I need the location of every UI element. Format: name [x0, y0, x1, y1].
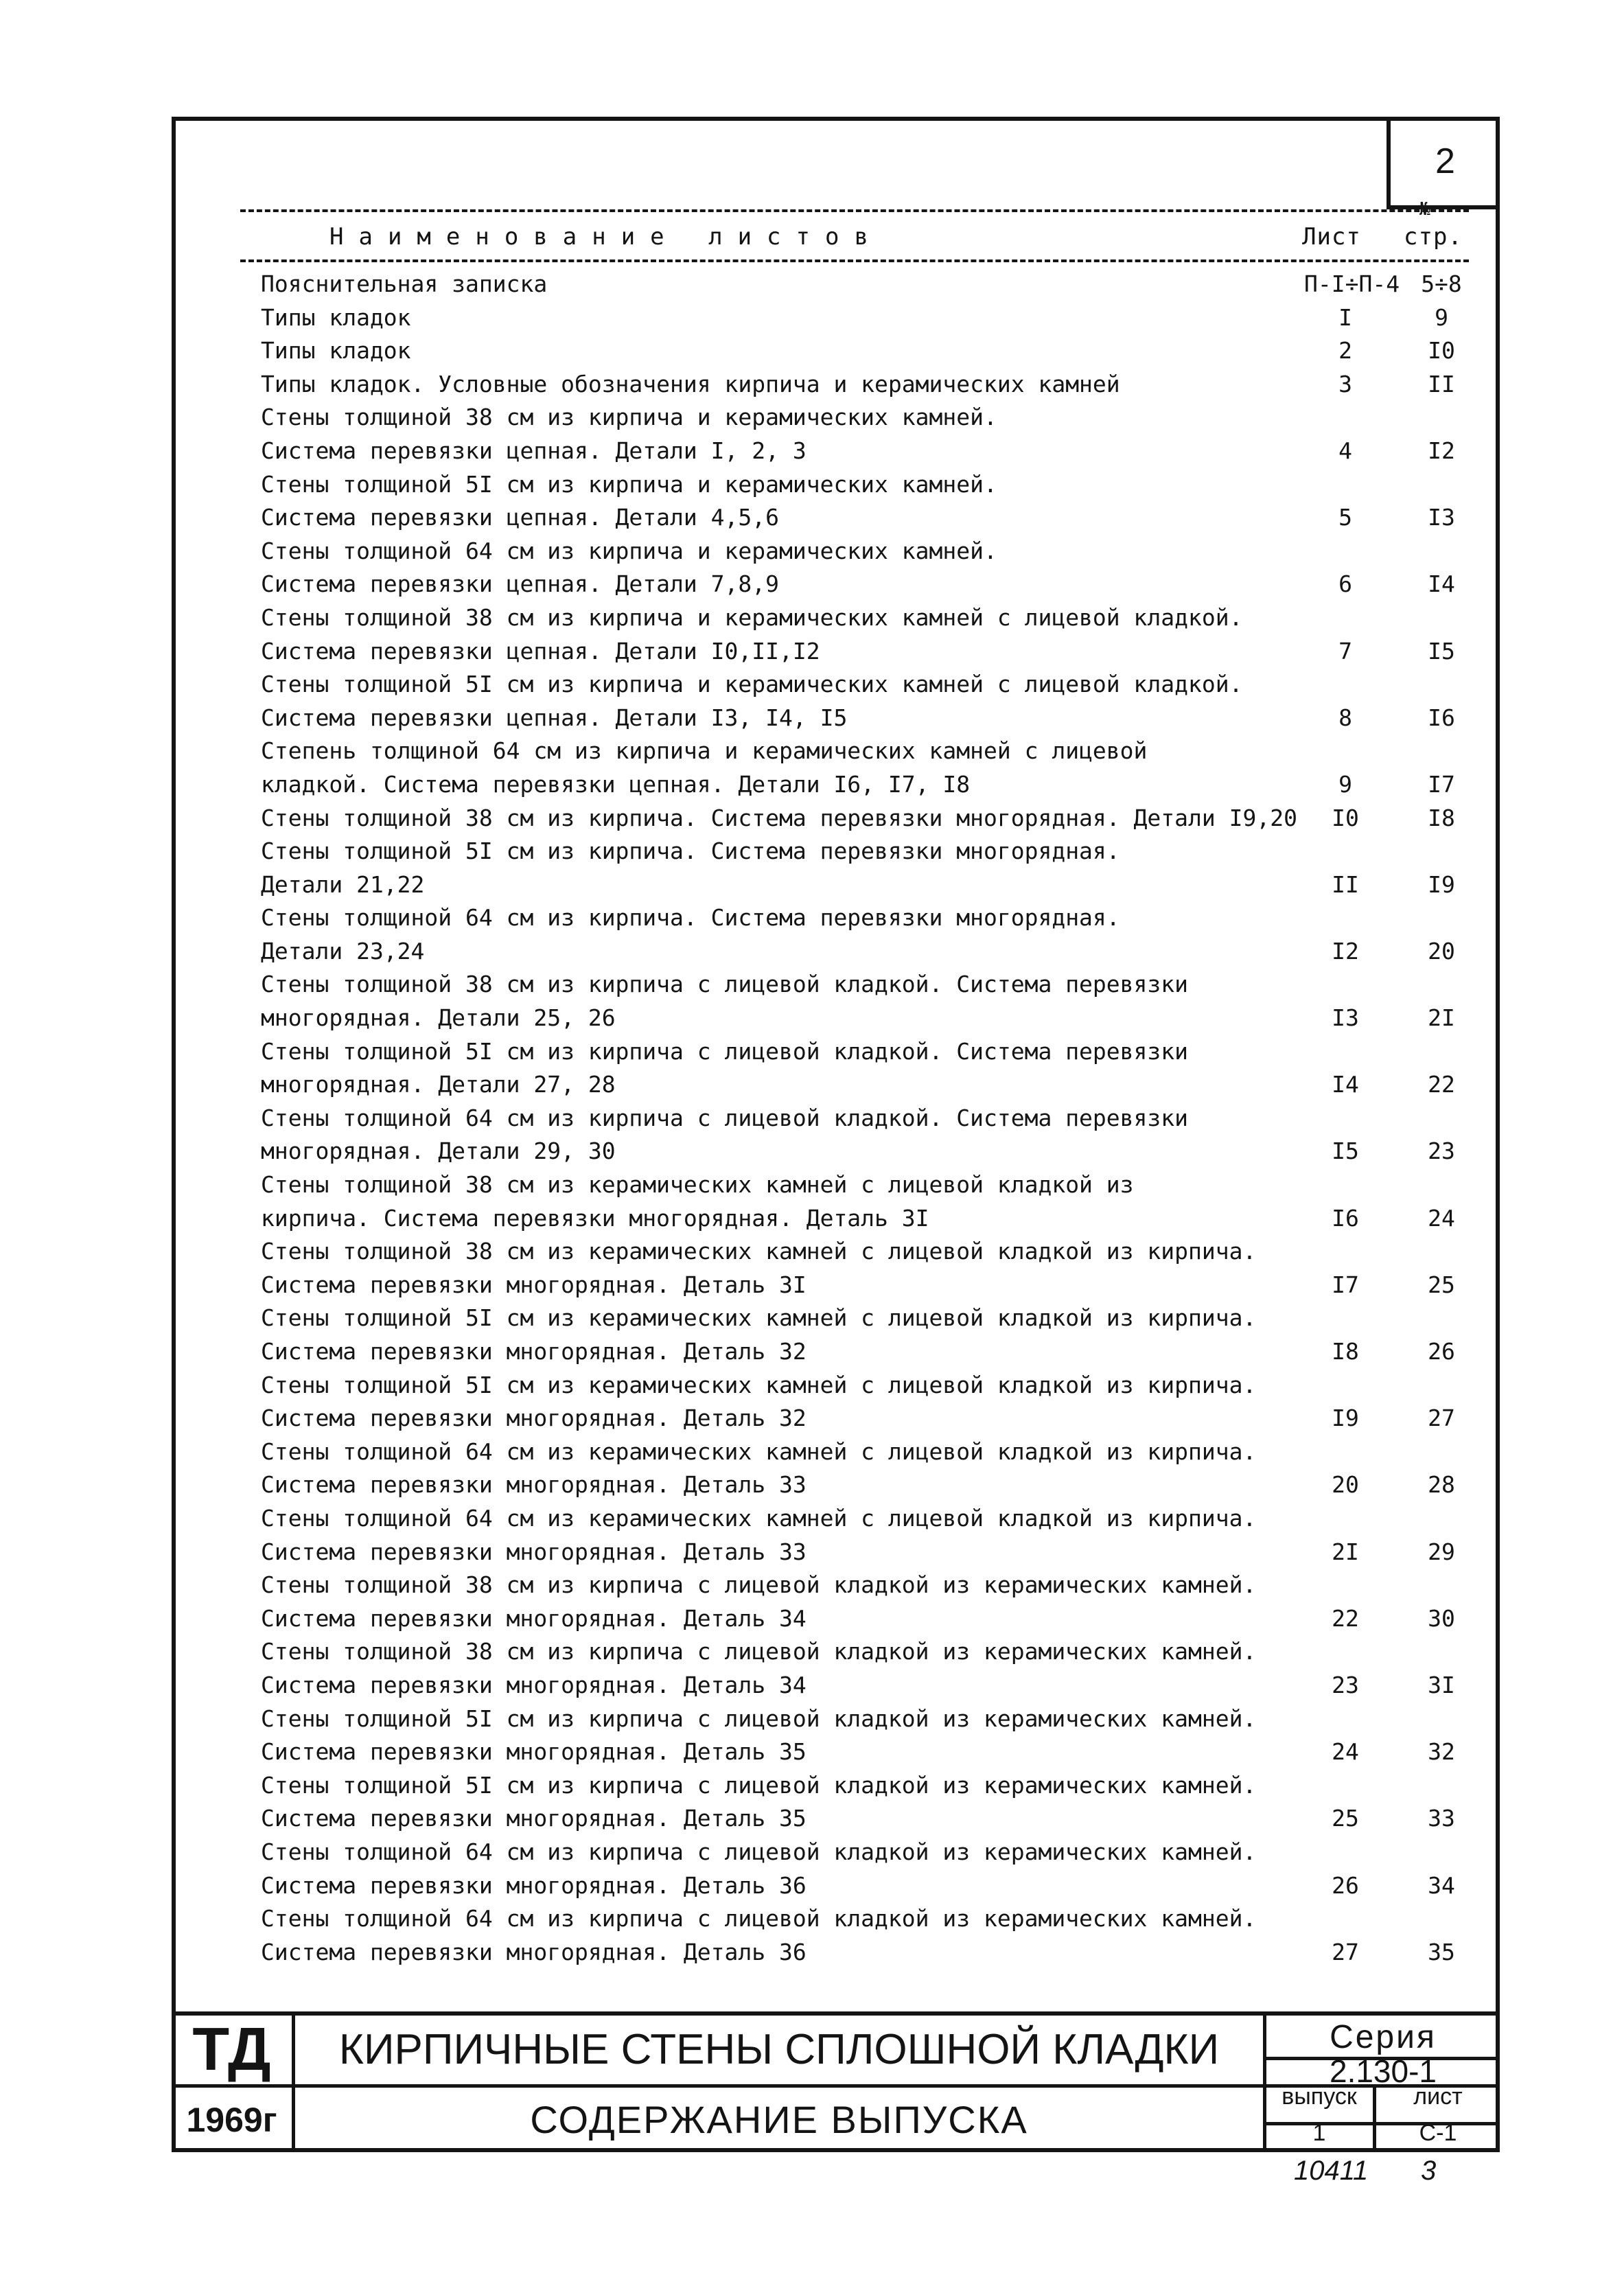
contents-row — [261, 1002, 1489, 1035]
page-stamp: 3 — [1421, 2156, 1437, 2186]
row-page: 29 — [1428, 1538, 1455, 1565]
row-page: 34 — [1428, 1871, 1455, 1899]
contents-row — [261, 1602, 1489, 1636]
issue-label: выпуск — [1281, 2084, 1357, 2110]
contents-row — [261, 1836, 1489, 1869]
contents-row — [261, 868, 1489, 902]
header-page: стр. — [1404, 223, 1463, 251]
contents-row — [261, 1369, 1489, 1403]
row-title: Стены толщиной 5I см из кирпича. Система перевязки многорядная. — [261, 838, 1120, 865]
row-title: Система перевязки многорядная. Деталь 36 — [261, 1871, 807, 1899]
header-name: Наименование листов — [329, 223, 883, 251]
row-title: Стены толщиной 38 см из керамических камней с лицевой кладкой из — [261, 1171, 1134, 1199]
row-page: I3 — [1428, 504, 1455, 531]
row-sheet: 2I — [1332, 1538, 1359, 1565]
row-title: Стены толщиной 38 см из кирпича. Система перевязки многорядная. Детали I9,20 — [261, 804, 1297, 831]
row-title: Стены толщиной 5I см из керамических камней с лицевой кладкой из кирпича. — [261, 1304, 1257, 1332]
row-title: Система перевязки цепная. Детали 4,5,6 — [261, 504, 779, 531]
row-title: Стены толщиной 64 см из керамических камней с лицевой кладкой из кирпича. — [261, 1504, 1257, 1532]
row-title: Стены толщиной 5I см из керамических камней с лицевой кладкой из кирпича. — [261, 1371, 1257, 1398]
contents-row — [261, 501, 1489, 535]
contents-list — [261, 268, 1489, 1969]
row-sheet: 20 — [1332, 1471, 1359, 1499]
row-title: Стены толщиной 38 см из кирпича и керамических камней. — [261, 404, 997, 431]
row-title: Стены толщиной 64 см из кирпича с лицевой кладкой. Система перевязки — [261, 1104, 1189, 1131]
row-sheet: I5 — [1332, 1138, 1359, 1165]
row-title: Стены толщиной 5I см из кирпича с лицевой кладкой из керамических камней. — [261, 1771, 1257, 1799]
contents-row — [261, 1335, 1489, 1369]
row-sheet: 5 — [1338, 504, 1352, 531]
row-sheet: 8 — [1338, 704, 1352, 731]
issue-value: 1 — [1312, 2120, 1326, 2146]
row-title: Типы кладок — [261, 337, 411, 365]
contents-row — [261, 334, 1489, 368]
contents-row — [261, 1635, 1489, 1669]
row-title: Стены толщиной 38 см из керамических камней с лицевой кладкой из кирпича. — [261, 1238, 1257, 1265]
row-title: Стены толщиной 5I см из кирпича и керамических камней. — [261, 470, 997, 498]
row-page: 24 — [1428, 1204, 1455, 1232]
row-sheet: I4 — [1332, 1071, 1359, 1098]
row-sheet: 25 — [1332, 1805, 1359, 1832]
row-page: 2I — [1428, 1004, 1455, 1032]
row-sheet: I9 — [1332, 1405, 1359, 1432]
row-title: Стены толщиной 5I см из кирпича с лицевой кладкой. Система перевязки — [261, 1037, 1189, 1065]
contents-row — [261, 1435, 1489, 1469]
row-page: 20 — [1428, 937, 1455, 965]
contents-row — [261, 1302, 1489, 1335]
row-title: Стены толщиной 5I см из кирпича с лицевой кладкой из керамических камней. — [261, 1705, 1257, 1732]
row-title: Стены толщиной 5I см из кирпича и керамических камней с лицевой кладкой. — [261, 671, 1243, 698]
row-title: Система перевязки многорядная. Деталь 33 — [261, 1471, 807, 1499]
row-page: 5÷8 — [1421, 270, 1462, 297]
row-title: Стены толщиной 38 см из кирпича и керамических камней с лицевой кладкой. — [261, 603, 1243, 631]
row-title: кирпича. Система перевязки многорядная. Деталь 3I — [261, 1204, 929, 1232]
contents-row — [261, 1669, 1489, 1703]
contents-row — [261, 1235, 1489, 1269]
contents-row — [261, 1102, 1489, 1135]
row-page: 28 — [1428, 1471, 1455, 1499]
contents-row — [261, 668, 1489, 702]
row-page: 35 — [1428, 1938, 1455, 1965]
row-page: 22 — [1428, 1071, 1455, 1098]
row-page: 26 — [1428, 1338, 1455, 1365]
contents-row — [261, 1135, 1489, 1168]
row-title: многорядная. Детали 27, 28 — [261, 1071, 616, 1098]
document-title: КИРПИЧНЫЕ СТЕНЫ СПЛОШНОЙ КЛАДКИ — [338, 2025, 1220, 2073]
row-page: I5 — [1428, 637, 1455, 665]
row-title: Детали 21,22 — [261, 870, 425, 898]
row-title: Степень толщиной 64 см из кирпича и керамических камней с лицевой — [261, 737, 1148, 765]
row-sheet: 27 — [1332, 1938, 1359, 1965]
row-page: I6 — [1428, 704, 1455, 731]
contents-row — [261, 601, 1489, 635]
row-title: Система перевязки многорядная. Деталь 3I — [261, 1271, 807, 1298]
contents-row — [261, 1502, 1489, 1536]
row-sheet: 2 — [1338, 337, 1352, 365]
row-sheet: I0 — [1332, 804, 1359, 831]
row-page: 27 — [1428, 1405, 1455, 1432]
contents-row — [261, 835, 1489, 868]
row-title: Пояснительная записка — [261, 270, 548, 297]
contents-row — [261, 702, 1489, 735]
row-sheet: 4 — [1338, 437, 1352, 464]
org-mark: ТД — [192, 2015, 271, 2083]
row-title: Детали 23,24 — [261, 937, 425, 965]
contents-row — [261, 935, 1489, 969]
contents-row — [261, 1168, 1489, 1202]
contents-row — [261, 568, 1489, 601]
row-title: Система перевязки многорядная. Деталь 34 — [261, 1604, 807, 1632]
row-sheet: 24 — [1332, 1738, 1359, 1766]
row-sheet: П-I÷П-4 — [1304, 270, 1400, 297]
row-sheet: I7 — [1332, 1271, 1359, 1298]
row-title: Система перевязки многорядная. Деталь 32 — [261, 1405, 807, 1432]
row-page: I0 — [1428, 337, 1455, 365]
row-page: I7 — [1428, 770, 1455, 798]
row-title: Стены толщиной 64 см из кирпича и керамических камней. — [261, 537, 997, 564]
row-title: многорядная. Детали 29, 30 — [261, 1138, 616, 1165]
contents-row — [261, 1869, 1489, 1903]
row-sheet: 23 — [1332, 1671, 1359, 1698]
row-sheet: 6 — [1338, 570, 1352, 598]
contents-row — [261, 301, 1489, 335]
row-page: 9 — [1435, 303, 1448, 331]
row-sheet: I2 — [1332, 937, 1359, 965]
row-title: Система перевязки цепная. Детали I3, I4, I5 — [261, 704, 848, 731]
row-title: Система перевязки многорядная. Деталь 34 — [261, 1671, 807, 1698]
row-page: I2 — [1428, 437, 1455, 464]
contents-row — [261, 768, 1489, 802]
row-title: кладкой. Система перевязки цепная. Детали I6, I7, I8 — [261, 770, 971, 798]
row-page: 30 — [1428, 1604, 1455, 1632]
header-number-sign: № — [1419, 199, 1430, 220]
row-sheet: I3 — [1332, 1004, 1359, 1032]
row-page: II — [1428, 370, 1455, 397]
row-page: I4 — [1428, 570, 1455, 598]
contents-row — [261, 1569, 1489, 1602]
contents-row — [261, 468, 1489, 502]
row-title: Система перевязки цепная. Детали I0,II,I2 — [261, 637, 820, 665]
row-title: Система перевязки многорядная. Деталь 35 — [261, 1738, 807, 1766]
row-page: 32 — [1428, 1738, 1455, 1766]
row-title: Система перевязки многорядная. Деталь 33 — [261, 1538, 807, 1565]
row-page: 33 — [1428, 1805, 1455, 1832]
row-sheet: 22 — [1332, 1604, 1359, 1632]
row-title: Стены толщиной 64 см из кирпича с лицевой кладкой из керамических камней. — [261, 1905, 1257, 1932]
row-title: Система перевязки многорядная. Деталь 35 — [261, 1805, 807, 1832]
row-sheet: I — [1338, 303, 1352, 331]
contents-row — [261, 735, 1489, 768]
row-title: Стены толщиной 64 см из кирпича. Система перевязки многорядная. — [261, 904, 1120, 932]
row-title: Типы кладок. Условные обозначения кирпича и керамических камней — [261, 370, 1120, 397]
row-title: Система перевязки многорядная. Деталь 32 — [261, 1338, 807, 1365]
row-sheet: I6 — [1332, 1204, 1359, 1232]
contents-row — [261, 368, 1489, 402]
contents-row — [261, 1536, 1489, 1569]
row-title: Система перевязки многорядная. Деталь 36 — [261, 1938, 807, 1965]
contents-row — [261, 1769, 1489, 1803]
contents-row — [261, 1936, 1489, 1970]
contents-row — [261, 535, 1489, 568]
row-page: 3I — [1428, 1671, 1455, 1698]
row-title: Система перевязки цепная. Детали 7,8,9 — [261, 570, 779, 598]
inventory-stamp: 10411 — [1294, 2156, 1369, 2186]
series-label: Серия — [1330, 2019, 1437, 2055]
row-title: Стены толщиной 38 см из кирпича с лицевой кладкой из керамических камней. — [261, 1638, 1257, 1665]
series-value: 2.130-1 — [1329, 2053, 1437, 2089]
row-title: Стены толщиной 38 см из кирпича с лицевой кладкой из керамических камней. — [261, 1571, 1257, 1599]
contents-row — [261, 1735, 1489, 1769]
contents-row — [261, 1035, 1489, 1069]
row-sheet: 9 — [1338, 770, 1352, 798]
contents-row — [261, 401, 1489, 435]
document-subtitle: СОДЕРЖАНИЕ ВЫПУСКА — [530, 2098, 1028, 2141]
header-sheet: Лист — [1302, 223, 1361, 251]
row-title: Система перевязки цепная. Детали I, 2, 3 — [261, 437, 807, 464]
row-page: 25 — [1428, 1271, 1455, 1298]
row-title: Стены толщиной 64 см из керамических камней с лицевой кладкой из кирпича. — [261, 1438, 1257, 1465]
row-sheet: II — [1332, 870, 1359, 898]
contents-row — [261, 968, 1489, 1002]
row-sheet: 26 — [1332, 1871, 1359, 1899]
contents-row — [261, 1802, 1489, 1836]
row-page: 23 — [1428, 1138, 1455, 1165]
row-title: многорядная. Детали 25, 26 — [261, 1004, 616, 1032]
contents-row — [261, 1202, 1489, 1236]
header-bottom-rule — [240, 259, 1469, 262]
row-title: Стены толщиной 64 см из кирпича с лицевой кладкой из керамических камней. — [261, 1838, 1257, 1865]
row-sheet: I8 — [1332, 1338, 1359, 1365]
contents-row — [261, 802, 1489, 835]
row-title: Типы кладок — [261, 303, 411, 331]
sheet-value: С-1 — [1419, 2120, 1457, 2146]
row-sheet: 7 — [1338, 637, 1352, 665]
page-number: 2 — [1435, 141, 1455, 181]
page-number-box — [1387, 117, 1500, 209]
row-title: Стены толщиной 38 см из кирпича с лицевой кладкой. Система перевязки — [261, 971, 1189, 998]
contents-row — [261, 1468, 1489, 1502]
contents-row — [261, 901, 1489, 935]
year: 1969г — [186, 2100, 277, 2139]
row-page: I9 — [1428, 870, 1455, 898]
contents-row — [261, 1068, 1489, 1102]
contents-row — [261, 1269, 1489, 1302]
contents-row — [261, 435, 1489, 468]
row-sheet: 3 — [1338, 370, 1352, 397]
contents-row — [261, 268, 1489, 301]
row-page: I8 — [1428, 804, 1455, 831]
sheet-label: лист — [1413, 2084, 1463, 2110]
contents-row — [261, 1402, 1489, 1435]
contents-row — [261, 635, 1489, 669]
contents-row — [261, 1902, 1489, 1936]
contents-row — [261, 1703, 1489, 1736]
header-top-rule — [240, 209, 1469, 212]
